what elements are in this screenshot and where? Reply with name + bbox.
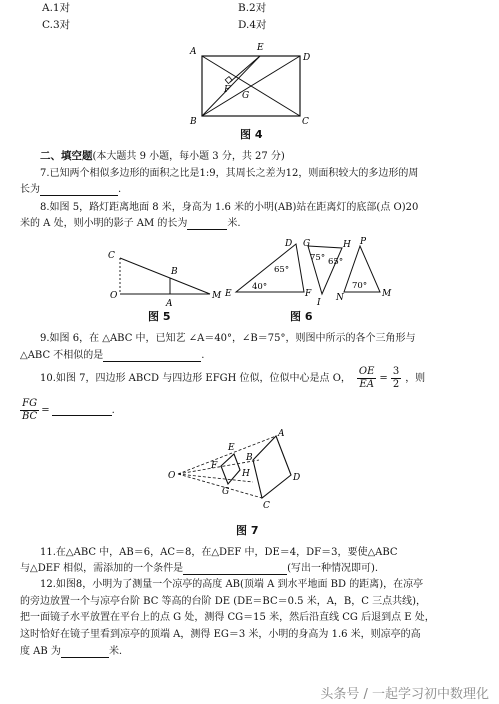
figure-5-streetlight-diagram: [98, 236, 228, 316]
fig7-label-c: C: [263, 501, 270, 510]
q10-then: ，则: [405, 372, 426, 384]
q10-end: .: [111, 404, 115, 416]
question-12-line-2: 的旁边放置一个与凉亭台阶 BC 等高的台阶 DE (DE＝BC＝0.5 米，A，B，C 三点共线)，: [20, 596, 427, 607]
fig5-label-c: C: [108, 251, 115, 261]
fig5-label-b: B: [171, 267, 178, 277]
figure-7-homothety-diagram: [166, 428, 306, 510]
question-8-answer-blank[interactable]: [187, 219, 227, 230]
fig6-angle-3: 75°: [310, 253, 326, 263]
question-12-end: 米.: [108, 646, 123, 657]
figure-6-caption: 图 6: [290, 310, 313, 323]
option-a: A.1对: [42, 2, 71, 14]
fig6-angle-2: 40°: [252, 282, 268, 292]
question-7-end: .: [118, 184, 122, 195]
question-12-answer-blank[interactable]: [61, 647, 109, 658]
question-10-value-fraction: [391, 366, 401, 391]
question-12-line-5: [20, 645, 122, 658]
figure-7-caption: 图 7: [236, 524, 259, 537]
fig5-label-m: M: [212, 291, 222, 301]
question-11-hint: (写出一种情况即可).: [287, 563, 379, 574]
fig6-label-f: F: [305, 289, 312, 299]
question-8-text: 米的 A 处，则小明的影子 AM 的长为: [20, 218, 188, 229]
question-7-answer-blank[interactable]: [40, 185, 118, 196]
question-11-answer-blank[interactable]: [183, 564, 287, 575]
question-9-text: △ABC 不相似的是: [20, 350, 104, 361]
fig7-label-f: F: [211, 461, 218, 471]
question-9-answer-blank[interactable]: [103, 351, 201, 362]
fig7-label-e: E: [228, 443, 235, 453]
fig6-label-h: H: [343, 240, 351, 250]
question-12-text: 度 AB 为: [20, 646, 61, 657]
question-11-text: 与△DEF 相似，需添加的一个条件是: [20, 563, 184, 574]
fig5-label-o: O: [110, 291, 118, 301]
fig6-label-d: D: [285, 239, 293, 249]
question-10-line-1: [40, 364, 425, 392]
option-d: D.4对: [238, 19, 267, 31]
fig5-label-a: A: [166, 299, 173, 309]
fig6-angle-4: 65°: [328, 257, 344, 267]
question-12-line-1: 12.如图8，小明为了测量一个凉亭的高度 AB(顶端 A 到水平地面 BD 的距离)，在凉亭: [40, 579, 424, 590]
question-7-line-1: 7.已知两个相似多边形的面积之比是1:9，其周长之差为12，则面积较大的多边形的周: [40, 168, 419, 179]
fig6-label-p: P: [360, 237, 367, 247]
fig7-label-d: D: [293, 473, 301, 483]
fig6-label-e: E: [225, 289, 232, 299]
section-heading-row: [40, 150, 285, 163]
fig4-label-c: C: [302, 117, 309, 127]
question-11-line-2: [20, 562, 378, 575]
option-b: B.2对: [238, 2, 267, 14]
question-8-line-2: [20, 217, 241, 230]
q10-ans-num: FG: [20, 398, 39, 411]
fig7-label-g: G: [222, 487, 230, 497]
question-9-line-2: [20, 349, 204, 362]
fig4-label-d: D: [303, 53, 311, 63]
question-11-line-1: 11.在△ABC 中，AB＝6，AC＝8，在△DEF 中，DE＝4，DF＝3，要使△ABC: [40, 547, 398, 558]
figure-4-caption: 图 4: [240, 128, 263, 141]
question-10-text: 10.如图 7，四边形 ABCD 与四边形 EFGH 位似，位似中心是点 O，: [40, 372, 351, 384]
fig6-angle-5: 70°: [352, 281, 368, 291]
question-10-answer-blank[interactable]: [52, 405, 112, 416]
question-9-end: .: [201, 350, 205, 361]
question-8-line-1: 8.如图 5，路灯距离地面 8 米，身高为 1.6 米的小明(AB)站在距离灯的底部(点 O)20: [40, 202, 419, 213]
fig4-label-g: G: [242, 91, 250, 101]
fig7-label-h: H: [242, 469, 250, 479]
fig6-label-n: N: [336, 293, 344, 303]
fig7-label-b: B: [246, 453, 253, 463]
section-heading: 二、填空题: [40, 150, 93, 162]
figure-4-rectangle-diagram: [180, 38, 320, 128]
watermark-text: 头条号 / 一起学习初中数理化: [320, 687, 489, 702]
fig7-label-a: A: [278, 429, 285, 439]
fig4-label-f: F: [224, 85, 231, 95]
fig6-label-g: G: [303, 239, 311, 249]
q10-frac2-num: 3: [392, 365, 400, 377]
question-10-line-2: [20, 396, 115, 424]
q10-eq-sign: =: [379, 372, 388, 384]
fig4-label-a: A: [190, 47, 197, 57]
q10-frac-den: EA: [359, 378, 374, 390]
fig4-label-e: E: [257, 43, 264, 53]
option-c: C.3对: [42, 19, 71, 31]
question-10-answer-fraction: [20, 398, 39, 423]
fig7-label-o: O: [168, 471, 176, 481]
section-note: (本大题共 9 小题，每小题 3 分，共 27 分): [92, 151, 285, 162]
question-9-line-1: 9.如图 6，在 △ABC 中，已知艺 ∠A＝40°，∠B＝75°，则图中所示的各个三角形与: [40, 333, 416, 344]
q10-ans-eq: =: [41, 404, 50, 416]
q10-ans-den: BC: [22, 410, 38, 422]
q10-frac2-den: 2: [392, 378, 400, 390]
fig6-label-i: I: [317, 298, 321, 308]
question-10-ratio-fraction: [357, 366, 377, 391]
fig6-label-m: M: [382, 289, 392, 299]
figure-5-caption: 图 5: [148, 310, 171, 323]
q10-frac-num: OE: [358, 365, 375, 377]
fig6-angle-1: 65°: [274, 265, 290, 275]
fig4-label-b: B: [190, 117, 197, 127]
question-7-line-2: [20, 183, 121, 196]
question-8-end: 米.: [227, 218, 241, 229]
question-7-text: 长为: [20, 184, 40, 195]
question-12-line-4: 这时恰好在镜子里看到凉亭的顶端 A，测得 EG＝3 米，小明的身高为 1.6 米，则凉亭的高: [20, 629, 421, 640]
question-12-line-3: 把一面镜子水平放置在平台上的点 G 处，测得 CG＝15 米，然后沿直线 CG 后退到点 E 处，: [20, 612, 435, 623]
figure-6-triangles-diagram: [222, 234, 398, 308]
